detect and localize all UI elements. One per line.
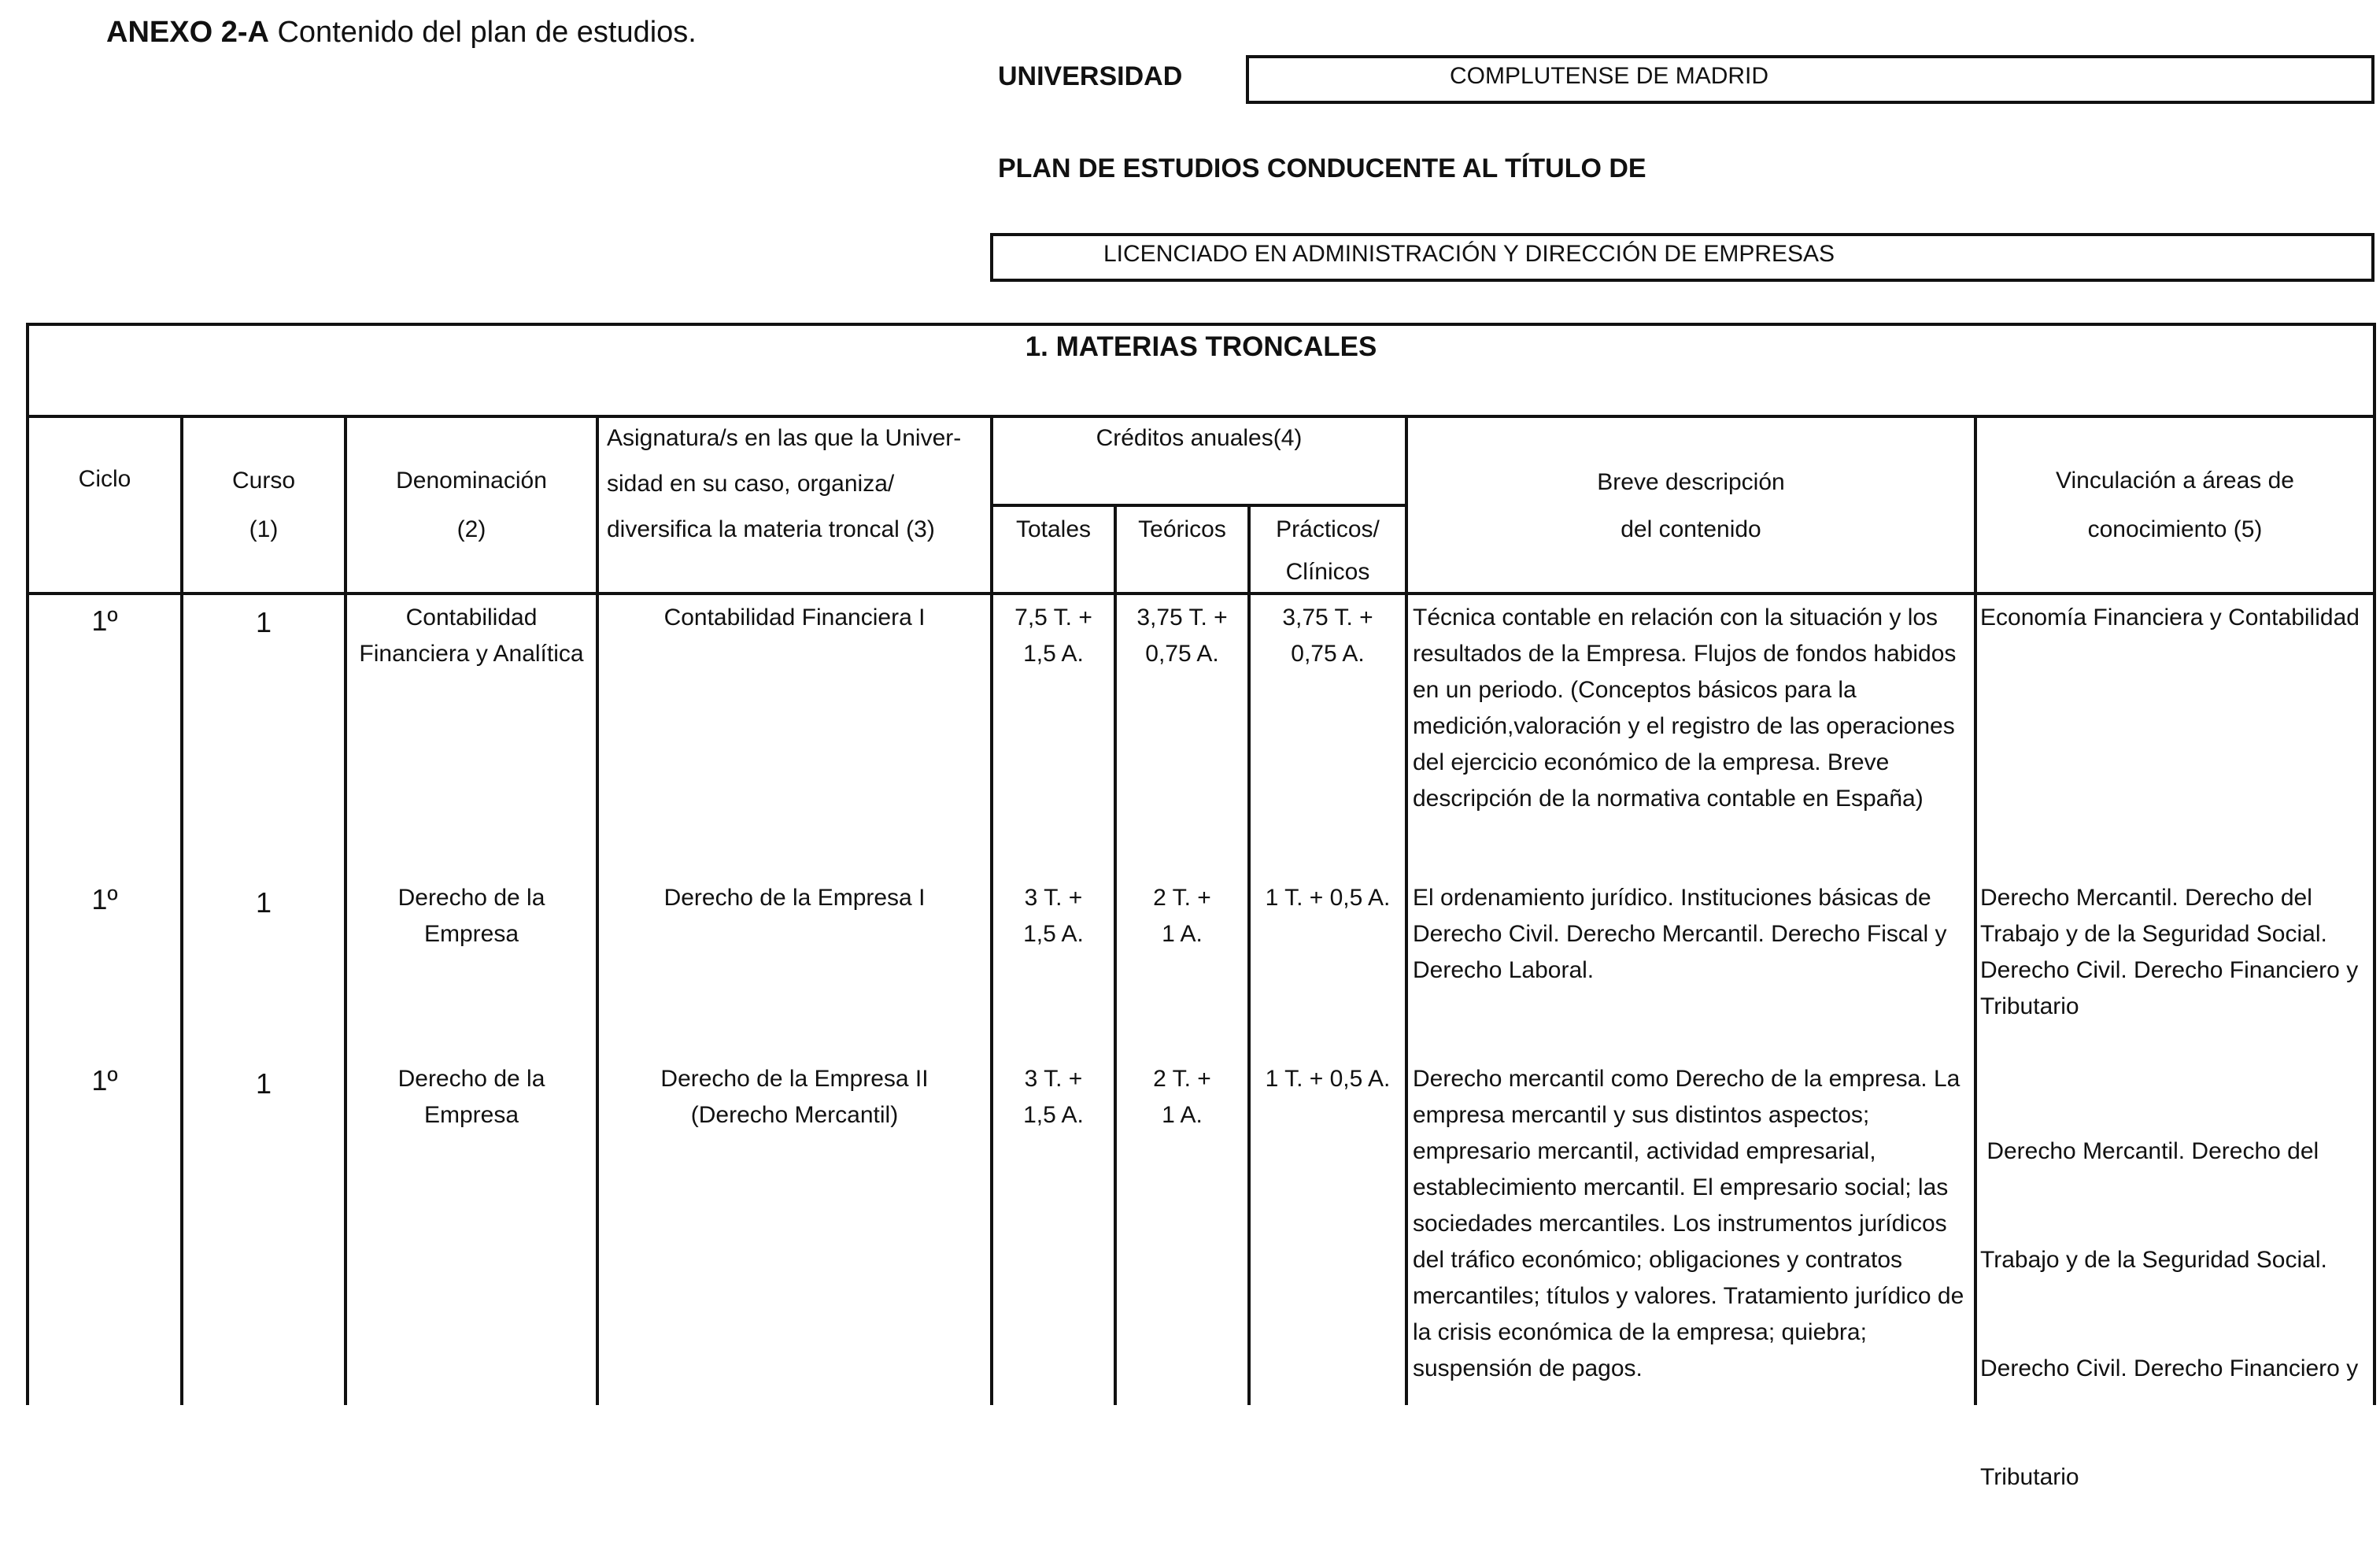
- text-line: Trabajo y de la Seguridad Social.: [1980, 1247, 2327, 1273]
- row-asignatura: [599, 1061, 990, 1133]
- row-denominacion: [347, 880, 596, 952]
- text-line: 1,5 A.: [1023, 1102, 1084, 1128]
- table-top-border: [26, 323, 2376, 326]
- text-line: Derecho de la Empresa II: [660, 1066, 929, 1092]
- text-line: 3,75 T. +: [1282, 605, 1373, 631]
- row-teoricos: [1117, 880, 1247, 952]
- text-line: Financiera y Analítica: [359, 641, 584, 667]
- text-line: medición,valoración y el registro de las operaciones: [1413, 713, 1955, 739]
- text-line: Contabilidad: [405, 605, 538, 631]
- row-descripcion: [1413, 1061, 1973, 1387]
- text-line: 2 T. +: [1153, 1066, 1211, 1092]
- row-totales: [993, 600, 1114, 672]
- header-vinculacion-line1: Vinculación a áreas de: [2056, 468, 2294, 494]
- text-line: 2 T. +: [1153, 885, 1211, 911]
- text-line: Empresa: [423, 921, 519, 947]
- header-asignatura-line2: sidad en su caso, organiza/: [607, 471, 895, 497]
- text-line: Derecho Civil. Derecho Financiero y: [1980, 957, 2359, 983]
- text-line: del tráfico económico; obligaciones y contratos: [1413, 1247, 1903, 1273]
- header-practicos-line2: Clínicos: [1285, 559, 1370, 585]
- text-line: Derecho Civil. Derecho Financiero y: [1980, 1355, 2359, 1381]
- text-line: Derecho Civil. Derecho Mercantil. Derecho Fiscal y: [1413, 921, 1947, 947]
- row-asignatura: [599, 880, 990, 916]
- text-line: 0,75 A.: [1145, 641, 1219, 667]
- text-line: la crisis económica de la empresa; quiebra;: [1413, 1319, 1867, 1345]
- text-line: (Derecho Mercantil): [690, 1102, 899, 1128]
- text-line: Técnica contable en relación con la situación y los: [1413, 605, 1938, 631]
- universidad-box: [1246, 55, 2374, 104]
- text-line: descripción de la normativa contable en España): [1413, 786, 1924, 812]
- plan-label: PLAN DE ESTUDIOS CONDUCENTE AL TÍTULO DE: [998, 153, 1646, 183]
- title-separator: [26, 415, 2376, 418]
- header-denominacion: Denominación: [396, 468, 547, 494]
- row-ciclo: 1º: [91, 883, 118, 915]
- text-line: 3 T. +: [1024, 885, 1083, 911]
- row-practicos: [1251, 1061, 1405, 1097]
- text-line: empresario mercantil, actividad empresarial,: [1413, 1138, 1876, 1164]
- text-line: Derecho mercantil como Derecho de la empresa. La: [1413, 1066, 1961, 1092]
- row-denominacion: [347, 600, 596, 672]
- text-line: Tributario: [1980, 993, 2079, 1019]
- row-ciclo: 1º: [91, 605, 118, 637]
- universidad-value: COMPLUTENSE DE MADRID: [1450, 63, 1769, 89]
- text-line: 1,5 A.: [1023, 641, 1084, 667]
- text-line: Derecho Laboral.: [1413, 957, 1595, 983]
- header-descripcion-line1: Breve descripción: [1597, 469, 1785, 495]
- text-line: Contabilidad Financiera I: [663, 605, 926, 631]
- text-line: 1 A.: [1162, 1102, 1203, 1128]
- row-asignatura: [599, 600, 990, 636]
- header-denominacion-note: (2): [456, 516, 486, 542]
- header-vinculacion-line2: conocimiento (5): [2087, 516, 2263, 542]
- text-line: Derecho Mercantil. Derecho del: [1980, 885, 2312, 911]
- text-line: Empresa: [423, 1102, 519, 1128]
- text-line: establecimiento mercantil. El empresario social; las: [1413, 1174, 1949, 1200]
- titulo-box: [990, 233, 2374, 282]
- header-practicos-line1: Prácticos/: [1276, 516, 1380, 542]
- col-line: [1405, 415, 1408, 1405]
- text-line: Economía Financiera y Contabilidad: [1980, 605, 2360, 631]
- text-line: 1 A.: [1162, 921, 1203, 947]
- header-asignatura-line3: diversifica la materia troncal (3): [607, 516, 935, 542]
- universidad-label: UNIVERSIDAD: [998, 61, 1183, 91]
- text-line: 7,5 T. +: [1014, 605, 1092, 631]
- text-line: 3 T. +: [1024, 1066, 1083, 1092]
- row-curso: 1: [255, 606, 272, 638]
- header-descripcion-line2: del contenido: [1621, 516, 1761, 542]
- table-right-border: [2373, 323, 2376, 1405]
- text-line: Trabajo y de la Seguridad Social.: [1980, 921, 2327, 947]
- header-creditos: Créditos anuales(4): [1096, 425, 1303, 451]
- text-line: suspensión de pagos.: [1413, 1355, 1643, 1381]
- text-line: 1 T. + 0,5 A.: [1265, 885, 1391, 911]
- row-ciclo: 1º: [91, 1064, 118, 1096]
- text-line: Tributario: [1980, 1464, 2079, 1490]
- text-line: Derecho Mercantil. Derecho del: [1980, 1138, 2319, 1164]
- col-line: [1974, 415, 1977, 1405]
- header-ciclo: Ciclo: [78, 466, 131, 492]
- header-separator: [26, 592, 2376, 595]
- row-descripcion: [1413, 880, 1973, 989]
- text-line: Derecho de la Empresa I: [663, 885, 926, 911]
- text-line: Derecho de la: [397, 1066, 545, 1092]
- text-line: 1 T. + 0,5 A.: [1265, 1066, 1391, 1092]
- table-title: 1. MATERIAS TRONCALES: [1025, 331, 1377, 362]
- text-line: mercantiles; títulos y valores. Tratamiento jurídico de: [1413, 1283, 1964, 1309]
- text-line: 0,75 A.: [1291, 641, 1365, 667]
- creditos-separator: [990, 504, 1407, 507]
- text-line: El ordenamiento jurídico. Instituciones básicas de: [1413, 885, 1931, 911]
- row-denominacion: [347, 1061, 596, 1133]
- titulo-value: LICENCIADO EN ADMINISTRACIÓN Y DIRECCIÓN DE EMPRESAS: [1103, 241, 1835, 267]
- text-line: Derecho de la: [397, 885, 545, 911]
- text-line: 1,5 A.: [1023, 921, 1084, 947]
- row-curso: 1: [255, 1067, 272, 1100]
- text-line: sociedades mercantiles. Los instrumentos jurídicos: [1413, 1211, 1947, 1237]
- anexo-label: ANEXO 2-A: [106, 16, 269, 49]
- text-line: empresa mercantil y sus distintos aspectos;: [1413, 1102, 1870, 1128]
- header-totales: Totales: [1015, 516, 1092, 542]
- header-curso: Curso: [231, 468, 296, 494]
- header-asignatura-line1: Asignatura/s en las que la Univer-: [607, 425, 962, 451]
- row-totales: [993, 1061, 1114, 1133]
- header-curso-note: (1): [249, 516, 279, 542]
- row-teoricos: [1117, 1061, 1247, 1133]
- row-totales: [993, 880, 1114, 952]
- row-vinculacion: [1980, 880, 2373, 1025]
- text-line: del ejercicio económico de la empresa. Breve: [1413, 749, 1890, 775]
- row-vinculacion: [1980, 1061, 2373, 1568]
- row-teoricos: [1117, 600, 1247, 672]
- anexo-subtitle: Contenido del plan de estudios.: [268, 16, 697, 49]
- row-practicos: [1251, 880, 1405, 916]
- text-line: 3,75 T. +: [1136, 605, 1228, 631]
- text-line: en un periodo. (Conceptos básicos para la: [1413, 677, 1857, 703]
- document-heading: [106, 16, 697, 50]
- text-line: resultados de la Empresa. Flujos de fondos habidos: [1413, 641, 1957, 667]
- row-descripcion: [1413, 600, 1973, 817]
- header-teoricos: Teóricos: [1138, 516, 1226, 542]
- row-vinculacion: [1980, 600, 2373, 636]
- row-practicos: [1251, 600, 1405, 672]
- row-curso: 1: [255, 886, 272, 919]
